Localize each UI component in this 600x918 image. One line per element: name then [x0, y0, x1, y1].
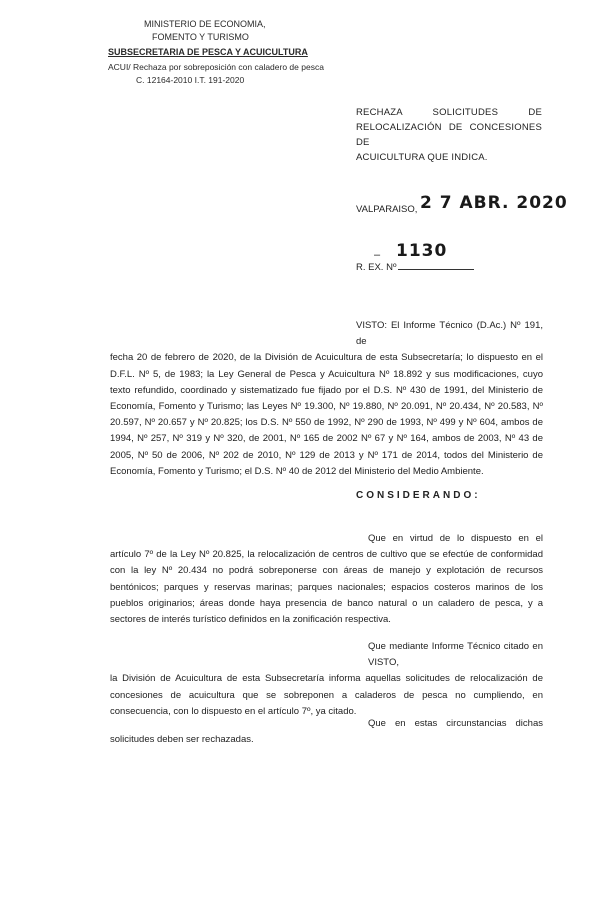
resolution-label: R. EX. Nº: [356, 262, 397, 273]
subject-line-1: RECHAZA SOLICITUDES DE: [356, 107, 542, 118]
ministry-line-1: MINISTERIO DE ECONOMIA,: [144, 19, 266, 29]
reference-line-1: ACUI/ Rechaza por sobreposición con caladero de pesca: [108, 62, 324, 72]
considerando-paragraph-1: [110, 531, 543, 628]
visto-body: fecha 20 de febrero de 2020, de la División de Acuicultura de esta Subsecretaría; lo dispuesto en el D.F.L. Nº 5, de 1983; la Ley General de Pesca y Acuicultura Nº 18.892 y sus modificaciones, cuyo texto refundido, coordinado y sistematizado fue fijado por el D.S. Nº 430 de 1991, del Ministerio de Economía, Fomento y Turismo; las Leyes Nº 19.300, Nº 19.880, Nº 20.091, Nº 20.434, Nº 20.583, Nº 20.597, Nº 20.657 y Nº 20.825; los D.S. Nº 550 de 1992, Nº 290 de 1993, Nº 499 y Nº 604, ambos de 1994, Nº 257, Nº 319 y Nº 320, de 2001, Nº 165 de 2002 Nº 67 y Nº 164, ambos de 2003, Nº 43 de 2005, Nº 50 de 2006, Nº 202 de 2010, Nº 129 de 2013 y Nº 171 de 2014, todos del Ministerio de Economía, Fomento y Turismo; el D.S. Nº 40 de 2012 del Ministerio del Medio Ambiente.: [110, 352, 543, 477]
considerando-1-body: artículo 7º de la Ley Nº 20.825, la relocalización de centros de cultivo que se efectúe de conformidad con la ley Nº 20.434 no podrá sobreponerse con áreas de manejo y explotación de recursos bentónicos; parques y reservas marinas; parques nacionales; espacios costeros marinos de los pueblos originarios; áreas donde haya presencia de banco natural o un caladero de pesca, y a sectores de interés turístico definidos en la zonificación respectiva.: [110, 549, 543, 626]
considerando-2-first-line: Que mediante Informe Técnico citado en VISTO,: [368, 641, 543, 669]
considerando-1-first-line: Que en virtud de lo dispuesto en el: [368, 533, 543, 544]
date-stamp: 2 7 ABR. 2020: [420, 193, 568, 213]
subject-line-3: ACUICULTURA QUE INDICA.: [356, 152, 488, 163]
considerando-heading: CONSIDERANDO:: [356, 490, 481, 501]
considerando-paragraph-3: [110, 716, 543, 748]
place-label: VALPARAISO,: [356, 204, 418, 215]
considerando-paragraph-2: [110, 639, 543, 720]
resolution-subject: [356, 105, 542, 165]
considerando-3-first-line: Que en estas circunstancias dichas: [368, 718, 543, 729]
resolution-number-line: [398, 269, 474, 270]
subsecretaria-title: SUBSECRETARIA DE PESCA Y ACUICULTURA: [108, 47, 308, 57]
reference-line-2: C. 12164-2010 I.T. 191-2020: [136, 75, 245, 85]
visto-paragraph: [110, 318, 543, 480]
considerando-3-body: solicitudes deben ser rechazadas.: [110, 734, 254, 746]
considerando-2-body: la División de Acuicultura de esta Subsecretaría informa aquellas solicitudes de relocalización de concesiones de acuicultura que se sobreponen a caladeros de pesca no cumpliendo, en consecuencia, con lo dispuesto en el artículo 7º, ya citado.: [110, 673, 543, 717]
resolution-number-field: [356, 262, 474, 273]
subject-line-2: RELOCALIZACIÓN DE CONCESIONES DE: [356, 122, 542, 148]
resolution-number-stamp: 1130: [396, 241, 448, 261]
ministry-line-2: FOMENTO Y TURISMO: [152, 32, 249, 42]
visto-first-line: VISTO: El Informe Técnico (D.Ac.) Nº 191, de: [356, 320, 543, 348]
stamp-dash-mark: –: [374, 249, 381, 261]
